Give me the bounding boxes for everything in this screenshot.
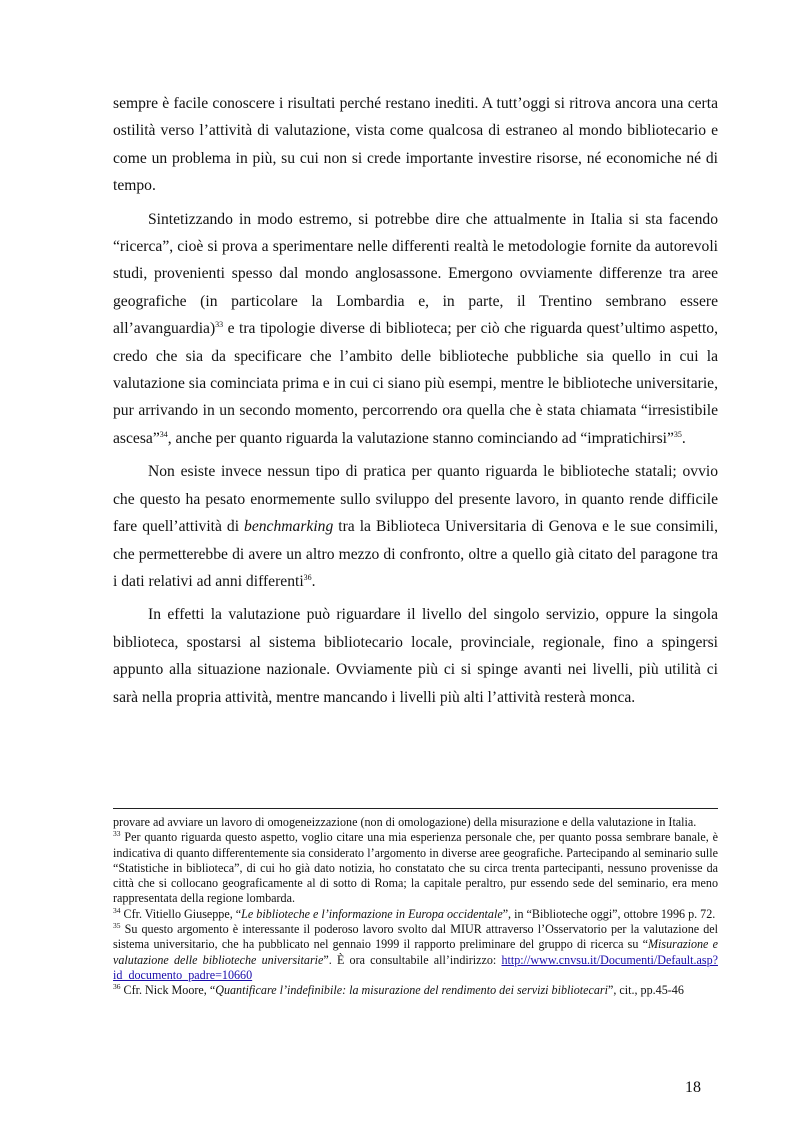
footnote-separator	[113, 808, 718, 809]
footnote-35-link[interactable]: http://www.cnvsu.it/Documenti/Default.asp?id_documento_padre=10660	[113, 952, 718, 982]
body-text	[113, 90, 718, 717]
footnote-ref-34[interactable]: 34	[159, 429, 168, 439]
paragraph-2: Sintetizzando in modo estremo, si potrebbe dire che attualmente in Italia si sta facendo “ricerca”, cioè si prova a sperimentare nelle differenti realtà le metodologie fornite da autorevoli studi, provenienti spesso dal mondo anglosassone. Emergono ovviamente differenze tra aree geografiche (in particolare la Lombardia e, in parte, il Trentino sembrano essere all’avanguardia)$^{33}$ e tra tipologie diverse di biblioteca; per ciò che riguarda quest’ultimo aspetto, credo che sia da specificare che l’ambito delle biblioteche pubbliche sia quello in cui la valutazione sia cominciata prima e in cui ci siano più esempi, mentre le biblioteche universitarie, pur arrivando in un secondo momento, percorrendo ora quella che è stata chiamata “irresistibile ascesa”$^{34}$, anche per quanto riguarda la valutazione stanno cominciando ad “impratichirsi”$^{35}$.	[113, 210, 718, 447]
footnote-34: $^{34}$ Cfr. Vitiello Giuseppe, “Le biblioteche e l’informazione in Europa occidentale”, in “Biblioteche oggi”, ottobre 1996 p. 72.	[113, 905, 716, 921]
footnote-continuation: provare ad avviare un lavoro di omogeneizzazione (non di omologazione) della misurazione e della valutazione in Italia.	[113, 815, 697, 829]
footnote-35: $^{35}$ Su questo argomento è interessante il poderoso lavoro svolto dal MIUR attraverso l’Osservatorio per la valutazione del sistema universitario, che ha pubblicato nel gennaio 1999 il rapporto preliminare del gruppo di ricerca su “Misurazione e valutazione delle biblioteche universitarie”. È ora consultabile all’indirizzo: http://www.cnvsu.it/Documenti/Default.asp?id_documento_padre=10660	[113, 921, 718, 982]
paragraph-4: In effetti la valutazione può riguardare il livello del singolo servizio, oppure la singola biblioteca, spostarsi al sistema bibliotecario locale, provinciale, regionale, fino a spingersi appunto alla situazione nazionale. Ovviamente più ci si spinge avanti nei livelli, più utilità ci sarà nella propria attività, mentre mancando i livelli più alti l’attività resterà monca.	[113, 606, 718, 706]
footnote-ref-36[interactable]: 36	[303, 572, 312, 582]
page-number: 18	[685, 1079, 701, 1096]
paragraph-3: Non esiste invece nessun tipo di pratica per quanto riguarda le biblioteche statali; ovvio che questo ha pesato enormemente sullo sviluppo del presente lavoro, in quanto rende difficile fare quell’attività di benchmarking tra la Biblioteca Universitaria di Genova e le sue consimili, che permetterebbe di avere un altro mezzo di confronto, oltre a quello già citato del paragone tra i dati relativi ad anni differenti$^{36}$.	[113, 463, 719, 590]
footnote-33: $^{33}$ Per quanto riguarda questo aspetto, voglio citare una mia esperienza personale che, per quanto possa sembrare banale, è indicativa di quanto differentemente sia considerato l’argomento in diverse aree geografiche. Partecipando al seminario sulle “Statistiche in biblioteca”, di cui ho già dato notizia, ho constatato che su circa trenta partecipanti, nessuno provenisse da città che si collocano geograficamente al di sotto di Roma; la capitale peraltro, pur essendo sede del seminario, era meno rappresentata della regione lombarda.	[113, 829, 718, 906]
paragraph-1: sempre è facile conoscere i risultati perché restano inediti. A tutt’oggi si ritrova ancora una certa ostilità verso l’attività di valutazione, vista come qualcosa di estraneo al mondo bibliotecario e come un problema in più, su cui non si crede importante investire risorse, né economiche né di tempo.	[113, 95, 718, 195]
footnote-36: $^{36}$ Cfr. Nick Moore, “Quantificare l’indefinibile: la misurazione del rendimento dei servizi bibliotecari”, cit., pp.45-46	[113, 982, 684, 998]
footnote-ref-35[interactable]: 35	[673, 429, 682, 439]
footnotes	[113, 815, 718, 999]
footnote-ref-33[interactable]: 33	[215, 320, 224, 330]
